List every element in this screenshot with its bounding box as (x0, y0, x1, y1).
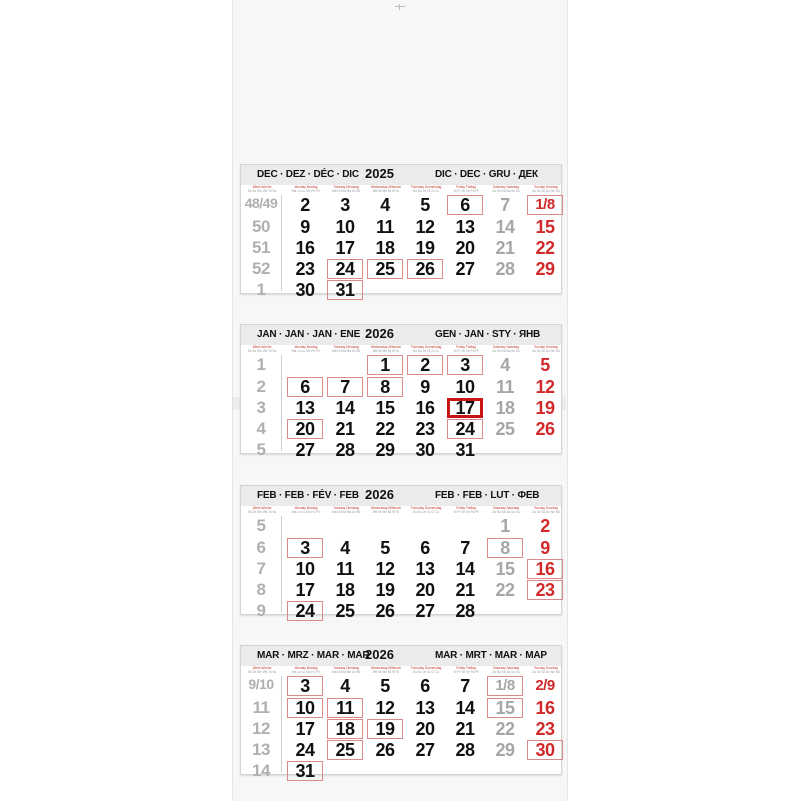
date-cell: 27 (295, 440, 315, 460)
weekday-label-main: Saturday Samstag (492, 666, 520, 670)
date-cell: 30 (415, 440, 435, 460)
date-cell: 4 (500, 355, 510, 375)
date-cell: 3 (447, 355, 483, 375)
date-cell: 19 (535, 398, 555, 418)
date-cell: 16 (535, 698, 555, 718)
week-number: 8 (256, 580, 266, 599)
weekday-label (487, 666, 525, 674)
weekday-label (243, 666, 281, 674)
date-cell: 16 (527, 559, 563, 579)
date-cell: 19 (367, 719, 403, 739)
date-cell: 23 (527, 580, 563, 600)
date-cell: 7 (327, 377, 363, 397)
week-number: 12 (252, 719, 270, 738)
week-number: 6 (256, 538, 266, 557)
date-cell: 15 (487, 698, 523, 718)
weekday-label-main: Wednesday Mittwoch (370, 185, 402, 189)
weekday-label-main: Monday Montag (294, 185, 318, 189)
week-number: 51 (252, 238, 270, 257)
weekday-label-main: Monday Montag (294, 345, 318, 349)
weekday-label-main: Thursday Donnerstag (410, 185, 442, 189)
month-names-right: DIC · DEC · GRU · ДЕК (435, 169, 538, 180)
date-cell: 21 (455, 580, 475, 600)
weekday-label (287, 185, 325, 193)
weekday-label-sub: Za Sa Sa Sa So So (492, 670, 520, 674)
month-header (241, 486, 561, 506)
date-cell: 26 (375, 601, 395, 621)
date-cell: 7 (460, 538, 470, 558)
date-cell: 1/8 (487, 676, 523, 696)
date-cell: 13 (295, 398, 315, 418)
week-column-divider (281, 195, 282, 291)
weekday-label-sub: Ma Di Ma Ma Ut Wt (332, 670, 360, 674)
date-cell: 20 (287, 419, 323, 439)
month-names-right: GEN · JAN · STY · ЯНВ (435, 329, 541, 340)
date-cell: 6 (420, 538, 430, 558)
weekday-label (367, 345, 405, 353)
date-cell: 24 (295, 740, 315, 760)
month-year: 2026 (365, 487, 394, 502)
weekday-label (327, 666, 365, 674)
date-cell: 26 (375, 740, 395, 760)
date-cell: 14 (495, 217, 515, 237)
weekday-label-main: Friday Freitag (456, 345, 476, 349)
date-cell: 25 (367, 259, 403, 279)
weekday-label-main: Saturday Samstag (492, 185, 520, 189)
weekday-label (287, 345, 325, 353)
date-cell: 22 (375, 419, 395, 439)
date-cell: 28 (455, 740, 475, 760)
weekday-label-sub: Ma Lu Lu Mo Po Pn (291, 510, 321, 514)
date-cell: 28 (335, 440, 355, 460)
weekday-label-sub: Ma Lu Lu Mo Po Pn (291, 670, 321, 674)
weekday-header-row (241, 185, 561, 195)
date-cell: 14 (455, 559, 475, 579)
weekday-label (487, 345, 525, 353)
week-number: 13 (252, 740, 270, 759)
date-cell: 3 (287, 538, 323, 558)
date-cell: 22 (535, 238, 555, 258)
weekday-label-main: Tuesday Dienstag (333, 506, 359, 510)
date-cell: 27 (455, 259, 475, 279)
week-number: 3 (256, 398, 266, 417)
date-cell: 20 (455, 238, 475, 258)
month-header (241, 646, 561, 666)
date-cell: 10 (335, 217, 355, 237)
date-cell: 11 (327, 698, 363, 718)
hanger-icon (395, 6, 405, 11)
weekday-label-sub: Se Ze Sm Ws To Ss (247, 670, 277, 674)
date-cell: 22 (495, 580, 515, 600)
week-number: 9 (256, 601, 266, 620)
date-cell: 29 (495, 740, 515, 760)
weekday-label-sub: Zo So Di Do Ne Nd (532, 349, 560, 353)
weekday-label-main: Friday Freitag (456, 506, 476, 510)
weekday-label (527, 185, 565, 193)
weekday-label-sub: Se Ze Sm Ws To Ss (247, 510, 277, 514)
date-cell: 22 (495, 719, 515, 739)
date-cell: 24 (327, 259, 363, 279)
weekday-label (327, 345, 365, 353)
date-cell: 6 (420, 676, 430, 696)
weekday-label-sub: Zo So Di Do Ne Nd (532, 510, 560, 514)
month-block-january (240, 324, 562, 460)
weekday-label-sub: Vr Fr Ve Ve Pa Pt (453, 670, 479, 674)
weekday-label (447, 345, 485, 353)
date-cell: 3 (287, 676, 323, 696)
week-number: 5 (256, 516, 266, 535)
weekday-label (243, 185, 281, 193)
weekday-label-sub: Zo So Di Do Ne Nd (532, 189, 560, 193)
date-cell: 25 (495, 419, 515, 439)
week-number: 48/49 (244, 195, 278, 211)
date-cell: 26 (407, 259, 443, 279)
date-cell: 23 (535, 719, 555, 739)
weekday-label-sub: We Mi Me Mi St Sr (372, 189, 400, 193)
weekday-label-sub: Vr Fr Ve Ve Pa Pt (453, 510, 479, 514)
weekday-label (527, 666, 565, 674)
month-names-left: DEC · DEZ · DÉC · DIC (257, 169, 359, 180)
week-number: 5 (256, 440, 266, 459)
date-cell: 10 (295, 559, 315, 579)
weekday-label (447, 185, 485, 193)
date-cell: 18 (495, 398, 515, 418)
date-cell: 23 (295, 259, 315, 279)
date-cell: 26 (535, 419, 555, 439)
week-number: 1 (256, 355, 266, 374)
weekday-label-sub: Ma Lu Lu Mo Po Pn (291, 349, 321, 353)
weekday-label-sub: Ma Di Ma Ma Ut Wt (332, 349, 360, 353)
week-number: 2 (256, 377, 266, 396)
weekday-label-main: Week Woche (252, 185, 272, 189)
date-cell: 5 (420, 195, 430, 215)
date-cell: 24 (287, 601, 323, 621)
date-cell: 15 (535, 217, 555, 237)
date-cell: 18 (327, 719, 363, 739)
weekday-label-main: Week Woche (252, 506, 272, 510)
weekday-label (407, 185, 445, 193)
weekday-label-main: Friday Freitag (456, 666, 476, 670)
weekday-label (407, 345, 445, 353)
weekday-label (407, 506, 445, 514)
date-cell: 16 (295, 238, 315, 258)
weekday-label (367, 666, 405, 674)
date-cell: 11 (375, 217, 395, 237)
date-cell: 29 (375, 440, 395, 460)
weekday-label-main: Wednesday Mittwoch (370, 666, 402, 670)
weekday-label-sub: Ma Di Ma Ma Ut Wt (332, 189, 360, 193)
weekday-label-main: Tuesday Dienstag (333, 345, 359, 349)
week-column-divider (281, 676, 282, 772)
date-cell: 13 (455, 217, 475, 237)
month-year: 2025 (365, 166, 394, 181)
date-cell: 23 (415, 419, 435, 439)
date-cell: 1 (500, 516, 510, 536)
weekday-label-main: Sunday Sonntag (534, 666, 558, 670)
weekday-label-main: Wednesday Mittwoch (370, 345, 402, 349)
date-cell: 14 (455, 698, 475, 718)
weekday-label (367, 185, 405, 193)
date-cell: 9 (540, 538, 550, 558)
date-cell: 2/9 (535, 677, 555, 694)
month-names-right: MAR · MRT · MAR · МАР (435, 650, 547, 661)
weekday-label-sub: We Mi Me Mi St Sr (372, 349, 400, 353)
date-cell: 3 (340, 195, 350, 215)
month-block-december (240, 164, 562, 300)
weekday-label-main: Monday Montag (294, 506, 318, 510)
date-cell: 17 (335, 238, 355, 258)
weekday-label (487, 506, 525, 514)
weekday-label-sub: Vr Fr Ve Ve Pa Pt (453, 189, 479, 193)
date-cell: 24 (447, 419, 483, 439)
date-cell: 27 (415, 740, 435, 760)
week-number: 1 (256, 280, 266, 299)
weekday-label (243, 345, 281, 353)
date-cell: 2 (407, 355, 443, 375)
weekday-label-sub: Za Sa Sa Sa So So (492, 349, 520, 353)
weekday-label (487, 185, 525, 193)
date-cell: 12 (415, 217, 435, 237)
date-cell: 10 (287, 698, 323, 718)
weekday-header-row (241, 506, 561, 516)
today-date-cell: 17 (447, 398, 483, 418)
weekday-label-sub: Do Do Je Gi Ct Cz (412, 670, 440, 674)
weekday-label-sub: Do Do Je Gi Ct Cz (412, 349, 440, 353)
weekday-label (407, 666, 445, 674)
month-header (241, 165, 561, 185)
date-cell: 1 (367, 355, 403, 375)
weekday-label (447, 506, 485, 514)
weekday-label-sub: Vr Fr Ve Ve Pa Pt (453, 349, 479, 353)
week-number: 11 (252, 698, 270, 717)
date-cell: 28 (495, 259, 515, 279)
date-cell: 15 (495, 559, 515, 579)
weekday-label-main: Tuesday Dienstag (333, 185, 359, 189)
date-cell: 5 (380, 538, 390, 558)
weekday-label-main: Week Woche (252, 666, 272, 670)
date-cell: 11 (495, 377, 515, 397)
date-cell: 7 (500, 195, 510, 215)
date-cell: 17 (295, 719, 315, 739)
date-cell: 2 (540, 516, 550, 536)
month-names-left: FEB · FEB · FÉV · FEB (257, 490, 359, 501)
month-year: 2026 (365, 647, 394, 662)
date-cell: 18 (375, 238, 395, 258)
date-cell: 31 (327, 280, 363, 300)
date-cell: 30 (527, 740, 563, 760)
date-cell: 5 (380, 676, 390, 696)
date-cell: 31 (287, 761, 323, 781)
date-cell: 27 (415, 601, 435, 621)
date-cell: 15 (375, 398, 395, 418)
weekday-label-main: Saturday Samstag (492, 345, 520, 349)
weekday-header-row (241, 666, 561, 676)
weekday-label (327, 185, 365, 193)
date-cell: 9 (300, 217, 310, 237)
week-number: 4 (256, 419, 266, 438)
date-cell: 17 (295, 580, 315, 600)
date-cell: 13 (415, 698, 435, 718)
date-cell: 12 (375, 559, 395, 579)
date-cell: 20 (415, 580, 435, 600)
weekday-label-main: Thursday Donnerstag (410, 506, 442, 510)
weekday-label (327, 506, 365, 514)
weekday-label (287, 666, 325, 674)
weekday-label-main: Sunday Sonntag (534, 345, 558, 349)
weekday-label-main: Saturday Samstag (492, 506, 520, 510)
date-cell: 13 (415, 559, 435, 579)
date-cell: 9 (420, 377, 430, 397)
weekday-label-sub: Se Ze Sm Ws To Ss (247, 189, 277, 193)
weekday-label-main: Week Woche (252, 345, 272, 349)
week-number: 52 (252, 259, 270, 278)
date-cell: 12 (535, 377, 555, 397)
weekday-label-main: Sunday Sonntag (534, 185, 558, 189)
week-number: 7 (256, 559, 266, 578)
date-cell: 2 (300, 195, 310, 215)
date-cell: 18 (335, 580, 355, 600)
weekday-label-sub: Do Do Je Gi Ct Cz (412, 189, 440, 193)
weekday-label (527, 345, 565, 353)
weekday-label-main: Wednesday Mittwoch (370, 506, 402, 510)
date-cell: 6 (447, 195, 483, 215)
weekday-label-sub: We Mi Me Mi St Sr (372, 510, 400, 514)
date-cell: 21 (455, 719, 475, 739)
weekday-label (367, 506, 405, 514)
date-cell: 29 (535, 259, 555, 279)
week-number: 50 (252, 217, 270, 236)
date-cell: 19 (415, 238, 435, 258)
month-block-march (240, 645, 562, 781)
week-column-divider (281, 355, 282, 451)
weekday-label-sub: Za Sa Sa Sa So So (492, 189, 520, 193)
date-cell: 8 (487, 538, 523, 558)
date-cell: 4 (380, 195, 390, 215)
date-cell: 30 (295, 280, 315, 300)
weekday-label-main: Friday Freitag (456, 185, 476, 189)
date-cell: 12 (375, 698, 395, 718)
weekday-label (447, 666, 485, 674)
month-year: 2026 (365, 326, 394, 341)
weekday-label (527, 506, 565, 514)
date-cell: 25 (327, 740, 363, 760)
month-names-right: FEB · FEB · LUT · ФЕВ (435, 490, 540, 501)
date-cell: 5 (540, 355, 550, 375)
weekday-label-sub: Do Do Je Gi Ct Cz (412, 510, 440, 514)
date-cell: 7 (460, 676, 470, 696)
date-cell: 11 (335, 559, 355, 579)
weekday-label-sub: Ma Di Ma Ma Ut Wt (332, 510, 360, 514)
date-cell: 21 (495, 238, 515, 258)
weekday-label-sub: Za Sa Sa Sa So So (492, 510, 520, 514)
month-names-left: JAN · JAN · JAN · ENE (257, 329, 361, 340)
date-cell: 21 (335, 419, 355, 439)
date-cell: 4 (340, 676, 350, 696)
month-block-february (240, 485, 562, 621)
week-number: 9/10 (248, 676, 274, 692)
date-cell: 10 (455, 377, 475, 397)
weekday-label (243, 506, 281, 514)
weekday-label-main: Thursday Donnerstag (410, 345, 442, 349)
month-header (241, 325, 561, 345)
weekday-label-main: Sunday Sonntag (534, 506, 558, 510)
month-names-left: MAR · MRZ · MAR · MAR (257, 650, 370, 661)
weekday-header-row (241, 345, 561, 355)
week-number: 14 (252, 761, 270, 780)
date-cell: 8 (367, 377, 403, 397)
date-cell: 16 (415, 398, 435, 418)
weekday-label-sub: Zo So Di Do Ne Nd (532, 670, 560, 674)
week-column-divider (281, 516, 282, 612)
date-cell: 20 (415, 719, 435, 739)
date-cell: 25 (335, 601, 355, 621)
weekday-label-main: Tuesday Dienstag (333, 666, 359, 670)
weekday-label-sub: We Mi Me Mi St Sr (372, 670, 400, 674)
weekday-label (287, 506, 325, 514)
weekday-label-main: Thursday Donnerstag (410, 666, 442, 670)
date-cell: 1/8 (527, 195, 563, 215)
date-cell: 28 (455, 601, 475, 621)
weekday-label-sub: Ma Lu Lu Mo Po Pn (291, 189, 321, 193)
date-cell: 31 (455, 440, 475, 460)
date-cell: 14 (335, 398, 355, 418)
date-cell: 6 (287, 377, 323, 397)
date-cell: 4 (340, 538, 350, 558)
weekday-label-sub: Se Ze Sm Ws To Ss (247, 349, 277, 353)
date-cell: 19 (375, 580, 395, 600)
weekday-label-main: Monday Montag (294, 666, 318, 670)
